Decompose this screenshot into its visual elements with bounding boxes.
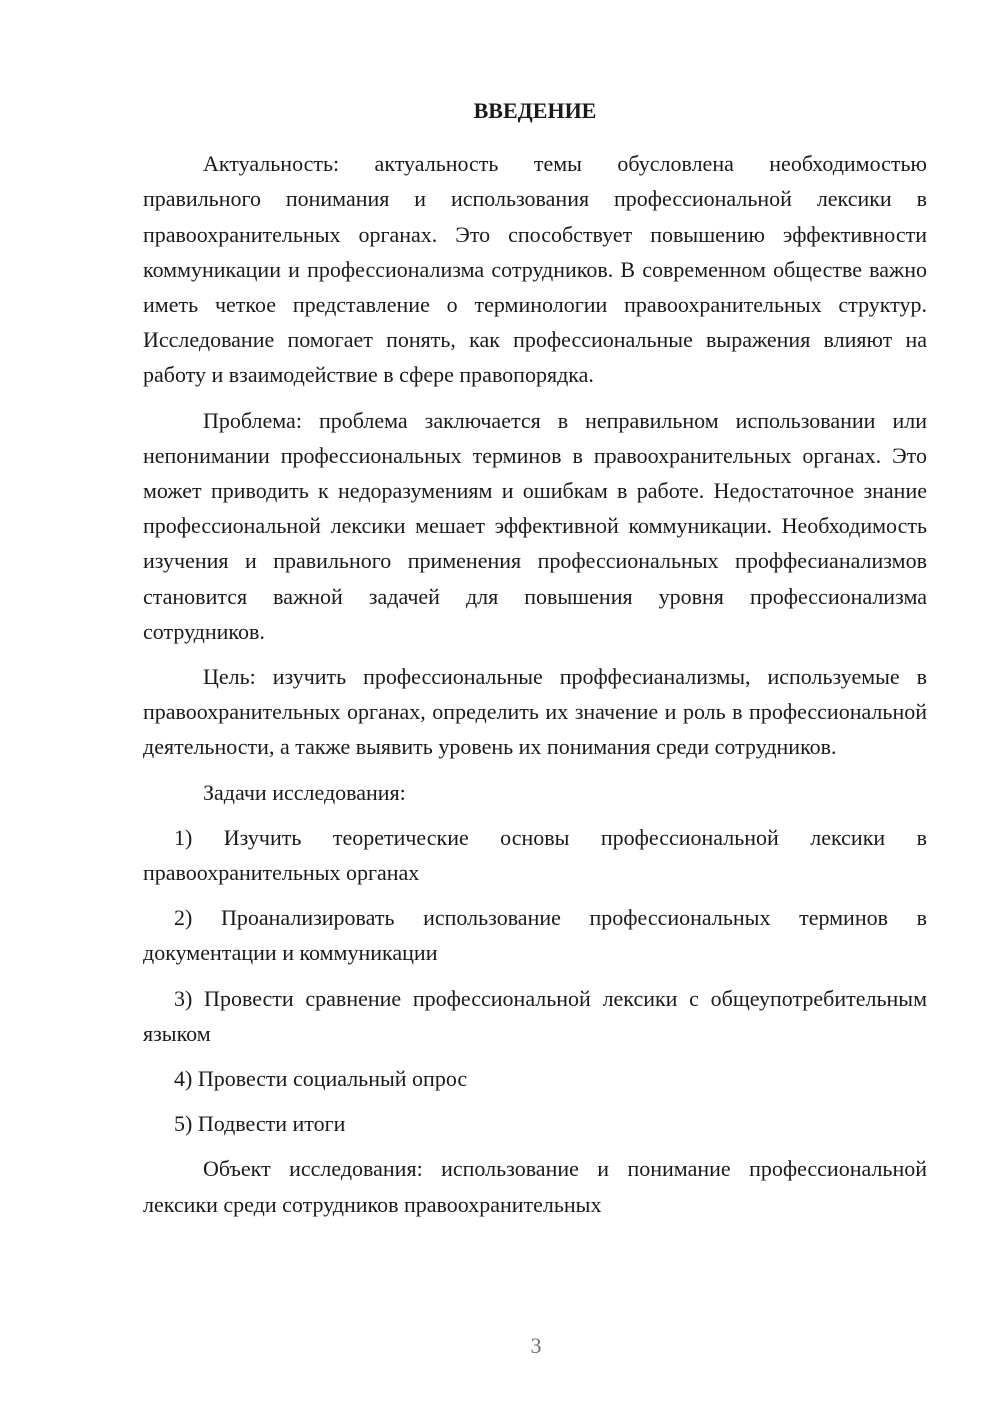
goal-paragraph: Цель: изучить профессиональные проффесианализмы, используемые в правоохранительных органах, определить их значение и роль в профессиональной деятельности, а также выявить уровень их понимания среди сотрудников. bbox=[143, 664, 927, 760]
task-item-4: 4) Провести социальный опрос bbox=[174, 1066, 468, 1092]
page-number: 3 bbox=[530, 1333, 542, 1358]
object-paragraph: Объект исследования: использование и понимание профессиональной лексики среди сотрудников правоохранительных bbox=[143, 1156, 927, 1217]
task-item-5: 5) Подвести итоги bbox=[174, 1111, 346, 1137]
tasks-intro: Задачи исследования: bbox=[203, 779, 406, 805]
task-item-3: 3) Провести сравнение профессиональной лексики с общеупотребительным языком bbox=[143, 985, 927, 1046]
section-heading: ВВЕДЕНИЕ bbox=[473, 98, 597, 123]
task-item-2: 2) Проанализировать использование профессиональных терминов в документации и коммуникации bbox=[143, 905, 927, 966]
relevance-paragraph: Актуальность: актуальность темы обусловлена необходимостью правильного понимания и использования профессиональной лексики в правоохранительных органах. Это способствует повышению эффективности коммуникации и профессионализма сотрудников. В современном обществе важно иметь четкое представление о терминологии правоохранительных структур. Исследование помогает понять, как профессиональные выражения влияют на работу и взаимодействие в сфере правопорядка. bbox=[143, 151, 927, 388]
task-item-1: 1) Изучить теоретические основы профессиональной лексики в правоохранительных органах bbox=[143, 824, 927, 886]
problem-paragraph: Проблема: проблема заключается в неправильном использовании или непонимании профессиональных терминов в правоохранительных органах. Это может приводить к недоразумениям и ошибкам в работе. Недостаточное знание профессиональной лексики мешает эффективной коммуникации. Необходимость изучения и правильного применения профессиональных проффесианализмов становится важной задачей для повышения уровня профессионализма сотрудников. bbox=[143, 407, 927, 644]
page-body bbox=[143, 93, 927, 1232]
